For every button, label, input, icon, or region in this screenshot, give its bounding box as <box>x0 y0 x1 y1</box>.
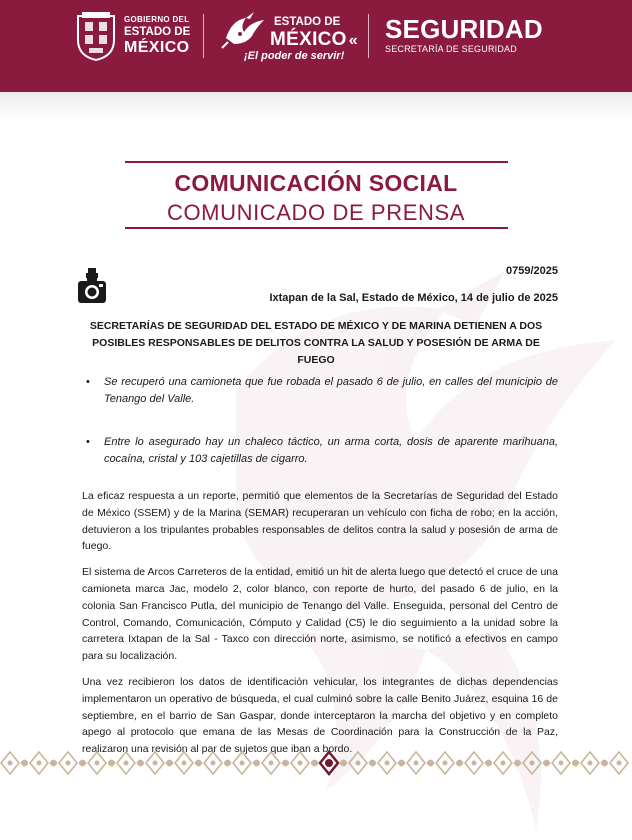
header-shadow <box>0 92 632 120</box>
body-paragraph: Una vez recibieron los datos de identificación vehicular, los integrantes de dichas dependencias implementaron un operativo de búsqueda, el cual culminó sobre la calle Benito Juárez, esquina 16 de septiembre, en el barrio de San Gaspar, donde interceptaron la marcha del objetivo y en completo apego al protocolo que emana de las Mesas de Coordinación para la Construcción de la Paz, realizaron una revisión al par de sujetos que iban a bordo. <box>82 675 558 756</box>
footer-ornament <box>204 752 232 774</box>
footer-center-ornament <box>320 752 348 774</box>
bulletin-number: 0759/2025 <box>506 265 558 277</box>
section-title: COMUNICACIÓN SOCIAL <box>174 170 458 196</box>
summary-bullet: • Entre lo asegurado hay un chaleco táctico, un arma corta, dosis de aparente marihuana, cocaína, cristal y 103 cajetillas de cigarro. <box>104 434 558 468</box>
footer-ornament <box>291 752 319 774</box>
edo-slogan: ¡El poder de servir! <box>244 49 345 62</box>
section-subtitle: COMUNICADO DE PRENSA <box>166 200 466 225</box>
footer-ornament <box>146 752 174 774</box>
footer-ornament <box>1 752 29 774</box>
title-rule-top <box>125 161 508 163</box>
body-paragraph: La eficaz respuesta a un reporte, permitió que elementos de la Secretarías de Seguridad del Estado de México (SSEM) y de la Marina (SEMAR) recuperaran un vehículo con ficha de robo; en la acción, detuvieron a los tripulantes probables responsables de delitos contra la salud y posesión de arma de fuego. <box>82 490 558 553</box>
edo-line1: ESTADO DE <box>274 16 341 28</box>
footer-ornament <box>117 752 145 774</box>
header-divider <box>368 14 369 58</box>
gob-line2: ESTADO DE <box>124 26 191 38</box>
edo-line2-wrap <box>270 30 358 49</box>
headline: SECRETARÍAS DE SEGURIDAD DEL ESTADO DE MÉXICO Y DE MARINA DETIENEN A DOS POSIBLES RESPONSABLES DE DELITOS CONTRA LA SALUD Y POSESIÓN DE ARMA DE FUEGO <box>89 320 543 366</box>
footer-ornament <box>349 752 377 774</box>
dept-name: SEGURIDAD <box>385 14 543 44</box>
estado-wordmark <box>244 16 358 62</box>
footer-ornament <box>523 752 551 774</box>
footer-ornament <box>581 752 609 774</box>
footer-ornament <box>59 752 87 774</box>
state-seal-icon <box>74 10 118 62</box>
camera-icon <box>78 268 106 304</box>
edo-line2: MÉXICO <box>270 28 347 50</box>
footer-ornament <box>552 752 580 774</box>
dateline: Ixtapan de la Sal, Estado de México, 14 de julio de 2025 <box>269 292 558 304</box>
footer-ornament <box>465 752 493 774</box>
footer-ornament <box>407 752 435 774</box>
gob-line1: GOBIERNO DEL <box>124 15 190 24</box>
footer-ornament <box>88 752 116 774</box>
page-header <box>0 0 632 92</box>
footer-ornament <box>494 752 522 774</box>
footer-ornament <box>610 752 628 774</box>
press-body <box>82 488 558 767</box>
edo-guillemet: « <box>348 31 358 49</box>
title-rule-bottom <box>125 227 508 229</box>
footer-ornament <box>262 752 290 774</box>
footer-ornament <box>233 752 261 774</box>
seguridad-wordmark <box>385 16 543 54</box>
gobierno-wordmark <box>124 16 190 56</box>
summary-bullets <box>104 374 558 494</box>
footer-ornament <box>30 752 58 774</box>
footer-ornament <box>175 752 203 774</box>
header-divider <box>203 14 204 58</box>
gob-line3: MÉXICO <box>124 38 190 56</box>
footer-ornament-band <box>0 748 632 778</box>
dept-subtitle: SECRETARÍA DE SEGURIDAD <box>385 44 517 54</box>
footer-ornament <box>378 752 406 774</box>
footer-ornament <box>436 752 464 774</box>
summary-bullet: • Se recuperó una camioneta que fue robada el pasado 6 de julio, en calles del municipio de Tenango del Valle. <box>104 374 558 408</box>
body-paragraph: El sistema de Arcos Carreteros de la entidad, emitió un hit de alerta luego que detectó el cruce de una camioneta marca Jac, modelo 2, color blanco, con reporte de hurto, del pasado 6 de julio, en la colonia San Francisco Putla, del municipio de Tenango del Valle. Enseguida, personal del Centro de Control, Comando, Comunicación, Cómputo y Calidad (C5) le dio seguimiento a la unidad sobre la carretera Ixtapan de la Sal - Taxco con dirección norte, asimismo, se notificó a efectivos en campo para su localización. <box>82 566 558 663</box>
edo-mex-hummingbird-logo-icon <box>220 10 270 50</box>
